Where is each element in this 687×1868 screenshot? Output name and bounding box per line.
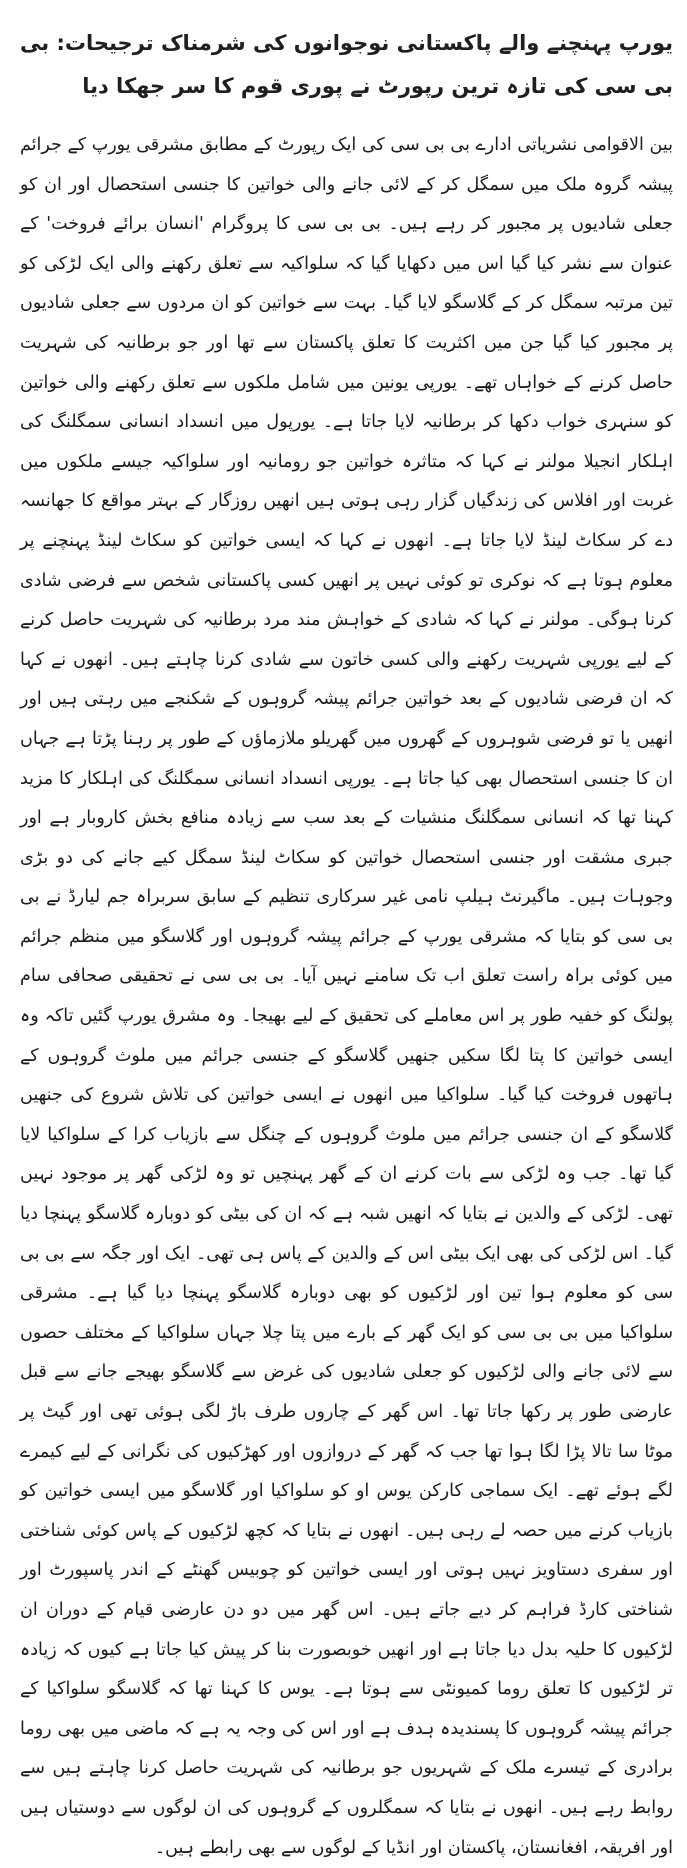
article-headline: یورپ پہنچنے والے پاکستانی نوجوانوں کی شرمناک ترجیحات: بی بی سی کی تازہ ترین رپورٹ نے پوری قوم کا سر جھکا دیا: [20, 31, 673, 98]
article-body: بین الاقوامی نشریاتی ادارے بی بی سی کی ایک رپورٹ کے مطابق مشرقی یورپ کے جرائم پیشہ گروہ ملک میں سمگل کر کے لائی جانے والی خواتین کا جنسی استحصال اور ان کو جعلی شادیوں پر مجبور کر رہے ہیں۔ بی بی سی کا پروگرام 'انسان برائے فروخت' کے عنوان سے نشر کیا گیا اس میں دکھایا گیا کہ سلواکیہ سے تعلق رکھنے والی ایک لڑکی کو تین مرتبہ سمگل کر کے گلاسگو لایا گیا۔ بہت سے خواتین کو ان مردوں سے جعلی شادیوں پر مجبور کیا گیا جن میں اکثریت کا تعلق پاکستان سے تھا اور جو برطانیہ کی شہریت حاصل کرنے کے خواہاں تھے۔ یورپی یونین میں شامل ملکوں سے تعلق رکھنے والی خواتین کو سنہری خواب دکھا کر برطانیہ لایا جاتا ہے۔ یورپول میں انسداد انسانی سمگلنگ کی اہلکار انجیلا مولنر نے کہا کہ متاثرہ خواتین جو رومانیہ اور سلواکیہ جیسے ملکوں میں غربت اور افلاس کی زندگیاں گزار رہی ہوتی ہیں انھیں روزگار کے بہتر مواقع کا جھانسہ دے کر سکاٹ لینڈ لایا جاتا ہے۔ انھوں نے کہا کہ ایسی خواتین کو سکاٹ لینڈ پہنچنے پر معلوم ہوتا ہے کہ نوکری تو کوئی نہیں پر انھیں کسی پاکستانی شخص سے فرضی شادی کرنا ہوگی۔ مولنر نے کہا کہ شادی کے خواہش مند مرد برطانیہ کی شہریت حاصل کرنے کے لیے یورپی شہریت رکھنے والی کسی خاتون سے شادی کرنا چاہتے ہیں۔ انھوں نے کہا کہ ان فرضی شادیوں کے بعد خواتین جرائم پیشہ گروہوں کے شکنجے میں رہتی ہیں اور انھیں یا تو فرضی شوہروں کے گھروں میں گھریلو ملازماؤں کے طور پر رہنا پڑتا ہے جہاں ان کا جنسی استحصال بھی کیا جاتا ہے۔ یورپی انسداد انسانی سمگلنگ کی اہلکار کا مزید کہنا تھا کہ انسانی سمگلنگ منشیات کے بعد سب سے زیادہ منافع بخش کاروبار ہے اور جبری مشقت اور جنسی استحصال خواتین کو سکاٹ لینڈ سمگل کیے جانے کی دو بڑی وجوہات ہیں۔ ماگیرنٹ ہیلپ نامی غیر سرکاری تنظیم کے سابق سربراہ جم لیارڈ نے بی بی سی کو بتایا کہ مشرقی یورپ کے جرائم پیشہ گروہوں اور گلاسگو میں منظم جرائم میں کوئی براہ راست تعلق اب تک سامنے نہیں آیا۔ بی بی سی نے تحقیقی صحافی سام پولنگ کو خفیہ طور پر اس معاملے کی تحقیق کے لیے بھیجا۔ وہ مشرق یورپ گئیں تاکہ وہ ایسی خواتین کا پتا لگا سکیں جنھیں گلاسگو کے جنسی جرائم میں ملوث گروہوں کے ہاتھوں فروخت کیا گیا۔ سلواکیا میں انھوں نے ایسی خواتین کی تلاش شروع کی جنھیں گلاسگو کے ان جنسی جرائم میں ملوث گروہوں کے چنگل سے بازیاب کرا کے سلواکیا لایا گیا تھا۔ جب وہ لڑکی سے بات کرنے ان کے گھر پہنچیں تو وہ لڑکی گھر پر موجود نہیں تھی۔ لڑکی کے والدین نے بتایا کہ انھیں شبہ ہے کہ ان کی بیٹی کو دوبارہ گلاسگو پہنچا دیا گیا۔ اس لڑکی کی بھی ایک بیٹی اس کے والدین کے پاس ہی تھی۔ ایک اور جگہ سے بی بی سی کو معلوم ہوا تین اور لڑکیوں کو بھی دوبارہ گلاسگو پہنچا دیا گیا ہے۔ مشرقی سلواکیا میں بی بی سی کو ایک گھر کے بارے میں پتا چلا جہاں سلواکیا کے مختلف حصوں سے لائی جانے والی لڑکیوں کو جعلی شادیوں کی غرض سے گلاسگو بھیجے جانے سے قبل عارضی طور پر رکھا جاتا تھا۔ اس گھر کے چاروں طرف باڑ لگی ہوئی تھی اور گیٹ پر موٹا سا تالا پڑا لگا ہوا تھا جب کہ گھر کے دروازوں اور کھڑکیوں کی نگرانی کے لیے کیمرے لگے ہوئے تھے۔ ایک سماجی کارکن یوس او کو سلواکیا اور گلاسگو میں ایسی خواتین کو بازیاب کرنے میں حصہ لے رہی ہیں۔ انھوں نے بتایا کہ کچھ لڑکیوں کے پاس کوئی شناختی اور سفری دستاویز نہیں ہوتی اور ایسی خواتین کو چوبیس گھنٹے کے اندر پاسپورٹ اور شناختی کارڈ فراہم کر دیے جاتے ہیں۔ اس گھر میں دو دن عارضی قیام کے دوران ان لڑکیوں کا حلیہ بدل دیا جاتا ہے اور انھیں خوبصورت بنا کر پیش کیا جاتا ہے کیوں کہ زیادہ تر لڑکیوں کا تعلق روما کمیونٹی سے ہوتا ہے۔ یوس کا کہنا تھا کہ گلاسگو سلواکیا کے جرائم پیشہ گروہوں کا پسندیدہ ہدف ہے اور اس کی وجہ یہ ہے کہ ماضی میں بھی روما برادری کے تیسرے ملک کے شہریوں جو برطانیہ کی شہریت حاصل کرنا چاہتے ہیں سے روابط رہے ہیں۔ انھوں نے بتایا کہ سمگلروں کے گروہوں کی ان لوگوں سے دوستیاں ہیں اور افریقہ، افغانستان، پاکستان اور انڈیا کے لوگوں سے بھی رابطے ہیں۔: [20, 135, 673, 1858]
